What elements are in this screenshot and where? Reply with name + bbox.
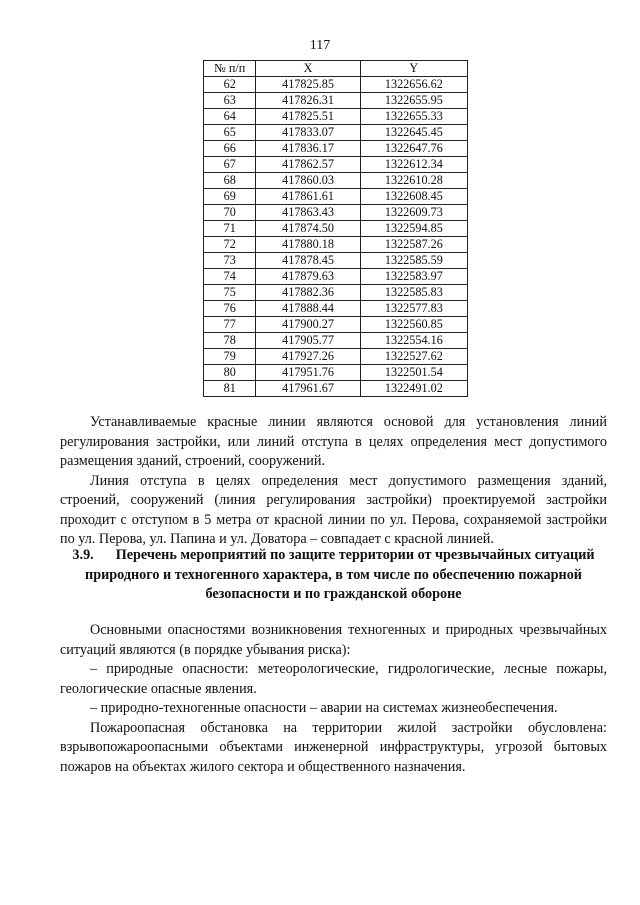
table-row xyxy=(204,109,468,125)
table-row xyxy=(204,205,468,221)
table-row xyxy=(204,77,468,93)
cell-x: 417951.76 xyxy=(256,365,360,381)
cell-number: 63 xyxy=(204,93,256,109)
cell-number: 65 xyxy=(204,125,256,141)
table-row xyxy=(204,93,468,109)
list-item: – природно-техногенные опасности – аварии на системах жизнеобеспечения. xyxy=(90,700,558,716)
cell-number: 81 xyxy=(204,381,256,397)
table-row xyxy=(204,173,468,189)
cell-y: 1322647.76 xyxy=(360,141,467,157)
cell-number: 72 xyxy=(204,237,256,253)
cell-x: 417878.45 xyxy=(256,253,360,269)
cell-number: 80 xyxy=(204,365,256,381)
header-x: X xyxy=(256,61,360,77)
cell-number: 69 xyxy=(204,189,256,205)
cell-y: 1322655.33 xyxy=(360,109,467,125)
cell-number: 75 xyxy=(204,285,256,301)
cell-y: 1322612.34 xyxy=(360,157,467,173)
coordinates-table xyxy=(203,60,468,397)
cell-number: 71 xyxy=(204,221,256,237)
cell-x: 417961.67 xyxy=(256,381,360,397)
page-number: 117 xyxy=(309,38,331,53)
cell-x: 417862.57 xyxy=(256,157,360,173)
table-row xyxy=(204,269,468,285)
cell-y: 1322527.62 xyxy=(360,349,467,365)
table-row xyxy=(204,285,468,301)
cell-x: 417879.63 xyxy=(256,269,360,285)
cell-x: 417833.07 xyxy=(256,125,360,141)
cell-number: 68 xyxy=(204,173,256,189)
red-lines-text xyxy=(60,413,607,550)
cell-x: 417882.36 xyxy=(256,285,360,301)
cell-x: 417888.44 xyxy=(256,301,360,317)
table-row xyxy=(204,349,468,365)
section-heading xyxy=(60,546,607,605)
table-row xyxy=(204,317,468,333)
section-number: 3.9. xyxy=(72,547,94,563)
cell-number: 79 xyxy=(204,349,256,365)
table-row xyxy=(204,253,468,269)
table-body xyxy=(204,77,468,397)
table-header-row xyxy=(204,61,468,77)
cell-number: 70 xyxy=(204,205,256,221)
cell-number: 62 xyxy=(204,77,256,93)
cell-y: 1322610.28 xyxy=(360,173,467,189)
cell-number: 76 xyxy=(204,301,256,317)
section-title: Перечень мероприятий по защите территории от чрезвычайных ситуаций природного и техногенного характера, в том числе по обеспечению пожарной безопасности и по гражданской обороне xyxy=(85,547,595,602)
cell-y: 1322645.45 xyxy=(360,125,467,141)
cell-number: 64 xyxy=(204,109,256,125)
cell-number: 66 xyxy=(204,141,256,157)
cell-y: 1322585.83 xyxy=(360,285,467,301)
table-row xyxy=(204,365,468,381)
cell-y: 1322560.85 xyxy=(360,317,467,333)
table-row xyxy=(204,141,468,157)
cell-y: 1322554.16 xyxy=(360,333,467,349)
cell-x: 417860.03 xyxy=(256,173,360,189)
cell-y: 1322609.73 xyxy=(360,205,467,221)
header-y: Y xyxy=(360,61,467,77)
list-item: – природные опасности: метеорологические, гидрологические, лесные пожары, геологические опасные явления. xyxy=(60,661,607,697)
table-row xyxy=(204,221,468,237)
paragraph: Пожароопасная обстановка на территории жилой застройки обусловлена: взрывопожароопасными объектами инженерной инфраструктуры, угрозой бытовых пожаров на объектах жилого сектора и общественного назначения. xyxy=(60,719,607,775)
cell-x: 417927.26 xyxy=(256,349,360,365)
cell-x: 417825.51 xyxy=(256,109,360,125)
paragraph: Устанавливаемые красные линии являются основой для установления линий регулирования застройки, или линий отступа в целях определения мест допустимого размещения зданий, строений, сооружений. xyxy=(60,414,607,469)
emergency-text xyxy=(60,621,607,777)
table-row xyxy=(204,333,468,349)
cell-x: 417826.31 xyxy=(256,93,360,109)
cell-x: 417836.17 xyxy=(256,141,360,157)
cell-y: 1322491.02 xyxy=(360,381,467,397)
cell-y: 1322587.26 xyxy=(360,237,467,253)
cell-x: 417880.18 xyxy=(256,237,360,253)
table-row xyxy=(204,157,468,173)
cell-x: 417863.43 xyxy=(256,205,360,221)
cell-y: 1322608.45 xyxy=(360,189,467,205)
table-row xyxy=(204,381,468,397)
cell-x: 417874.50 xyxy=(256,221,360,237)
cell-y: 1322585.59 xyxy=(360,253,467,269)
cell-number: 77 xyxy=(204,317,256,333)
table-row xyxy=(204,301,468,317)
cell-number: 67 xyxy=(204,157,256,173)
paragraph: Основными опасностями возникновения техногенных и природных чрезвычайных ситуаций являются (в порядке убывания риска): xyxy=(60,622,607,658)
cell-number: 78 xyxy=(204,333,256,349)
cell-x: 417905.77 xyxy=(256,333,360,349)
cell-y: 1322655.95 xyxy=(360,93,467,109)
cell-y: 1322501.54 xyxy=(360,365,467,381)
table-row xyxy=(204,237,468,253)
paragraph: Линия отступа в целях определения мест допустимого размещения зданий, строений, сооружений (линия регулирования застройки) проектируемой застройки проходит с отступом в 5 метра от красной линии по ул. Перова, сохраняемой застройки по ул. Перова, ул. Папина и ул. Доватора – совпадает с красной линией. xyxy=(60,472,607,547)
cell-x: 417900.27 xyxy=(256,317,360,333)
cell-y: 1322656.62 xyxy=(360,77,467,93)
table-row xyxy=(204,125,468,141)
cell-y: 1322594.85 xyxy=(360,221,467,237)
header-number: № п/п xyxy=(204,61,256,77)
cell-y: 1322583.97 xyxy=(360,269,467,285)
table-row xyxy=(204,189,468,205)
cell-x: 417861.61 xyxy=(256,189,360,205)
cell-number: 73 xyxy=(204,253,256,269)
cell-y: 1322577.83 xyxy=(360,301,467,317)
cell-x: 417825.85 xyxy=(256,77,360,93)
cell-number: 74 xyxy=(204,269,256,285)
